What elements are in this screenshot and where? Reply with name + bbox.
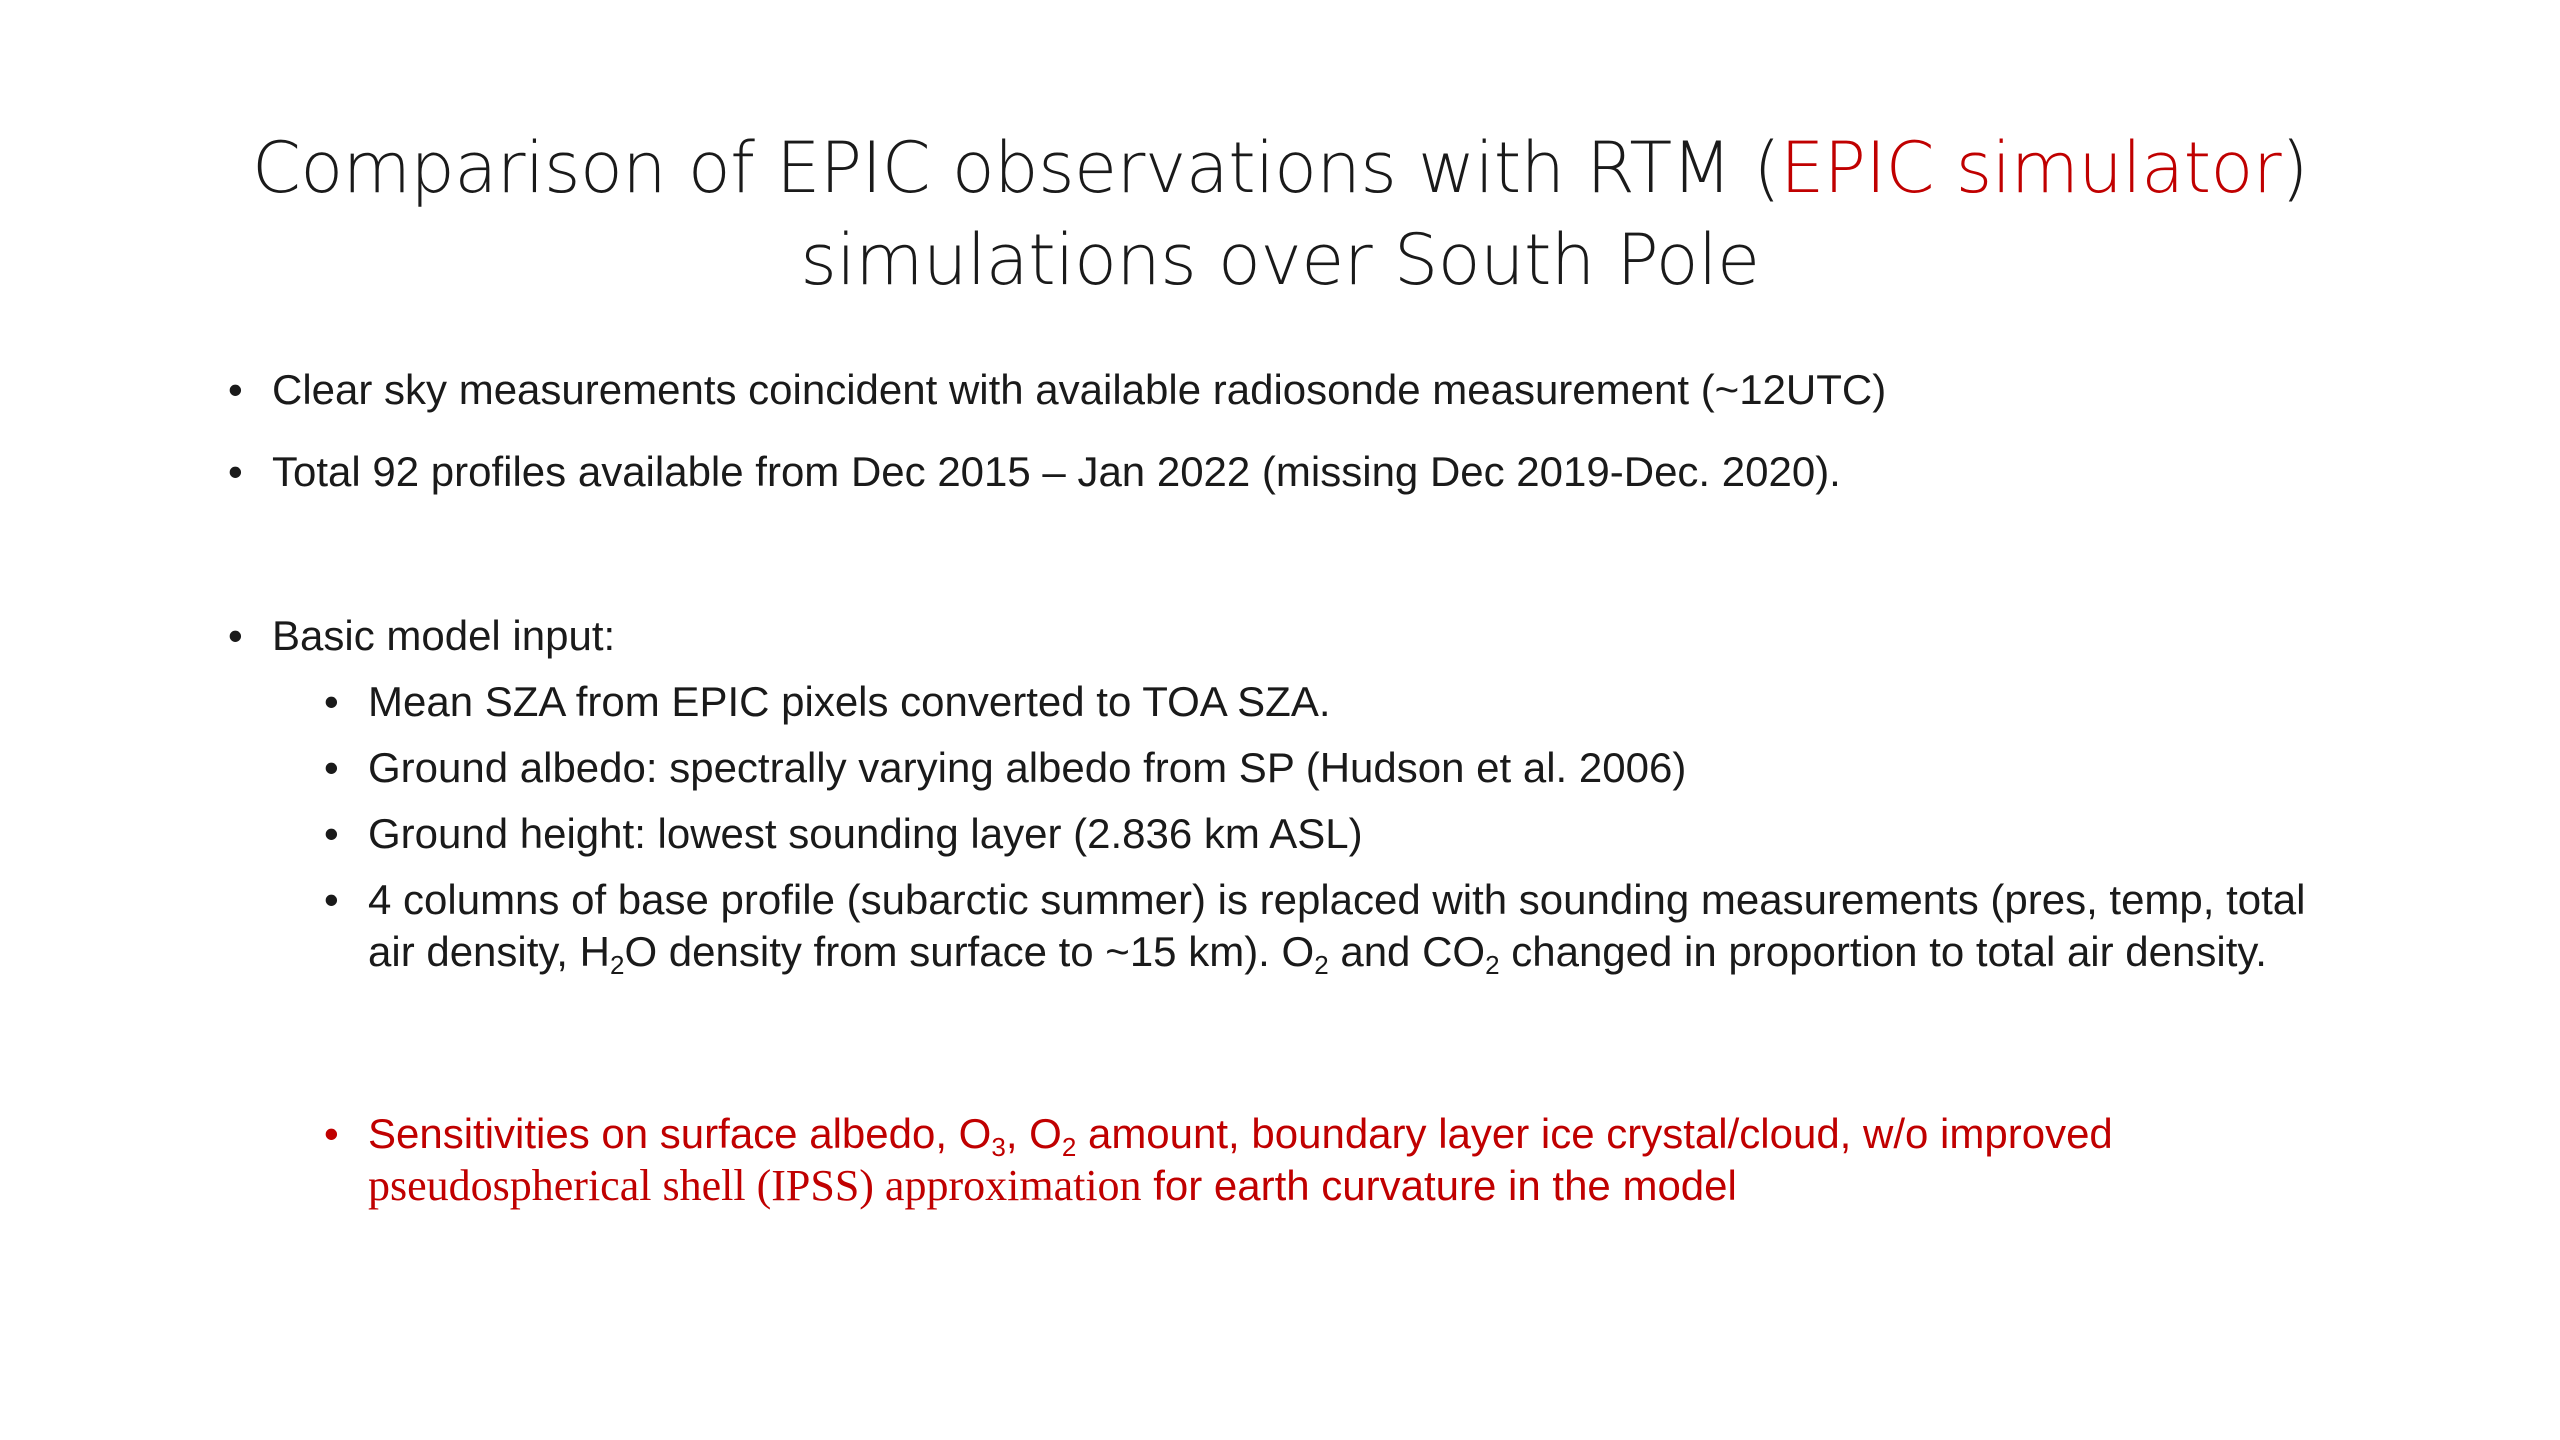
bullet-dot: • (324, 744, 339, 791)
bullet-text: Ground height: lowest sounding layer (2.836 km ASL) (368, 810, 1363, 857)
bullet-dot: • (324, 876, 339, 923)
bullet-text: Clear sky measurements coincident with available radiosonde measurement (~12UTC) (272, 366, 1887, 413)
bullet-dot: • (324, 1110, 339, 1157)
bullet-text: Mean SZA from EPIC pixels converted to TOA SZA. (368, 678, 1331, 725)
sub-bullet-ground-albedo (324, 742, 2338, 794)
bullet-total-profiles (228, 446, 2332, 498)
bullet-basic-model-input (228, 610, 2332, 662)
bullet-text: Sensitivities on surface albedo, $O_3$, $O_2$ amount, boundary layer ice crystal/cloud, w/o improved pseudospherical shell (IPSS) approximation for earth curvature in the model (368, 1110, 2113, 1210)
title-accent: EPIC simulator (1780, 127, 2282, 209)
sub-bullet-ground-height (324, 808, 2338, 860)
bullet-clear-sky (228, 364, 2332, 416)
bullet-dot: • (228, 366, 243, 413)
bullet-dot: • (228, 612, 243, 659)
bullet-text: Total 92 profiles available from Dec 2015 – Jan 2022 (missing Dec 2019-Dec. 2020). (272, 448, 1841, 495)
sub-bullet-base-profile (324, 874, 2338, 980)
sub-bullet-sensitivities (324, 1108, 2338, 1212)
bullet-text: Basic model input: (272, 612, 616, 659)
title-text-part2: ) (2281, 127, 2308, 209)
title-text-part1: Comparison of EPIC observations with RTM ( (252, 127, 1781, 209)
bullet-text: Ground albedo: spectrally varying albedo from SP (Hudson et al. 2006) (368, 744, 1687, 791)
bullet-dot: • (324, 810, 339, 857)
bullet-text: 4 columns of base profile (subarctic summer) is replaced with sounding measurements (pres, temp, total air density, $H_2O$ density from surface to ~15 km). $O_2$ and $CO_2$ changed in proportion to total air density. (368, 876, 2306, 980)
slide-title (200, 122, 2360, 306)
bullet-dot: • (228, 448, 243, 495)
title-line2: simulations over South Pole (800, 219, 1760, 301)
bullet-dot: • (324, 678, 339, 725)
sub-bullet-mean-sza (324, 676, 2338, 728)
